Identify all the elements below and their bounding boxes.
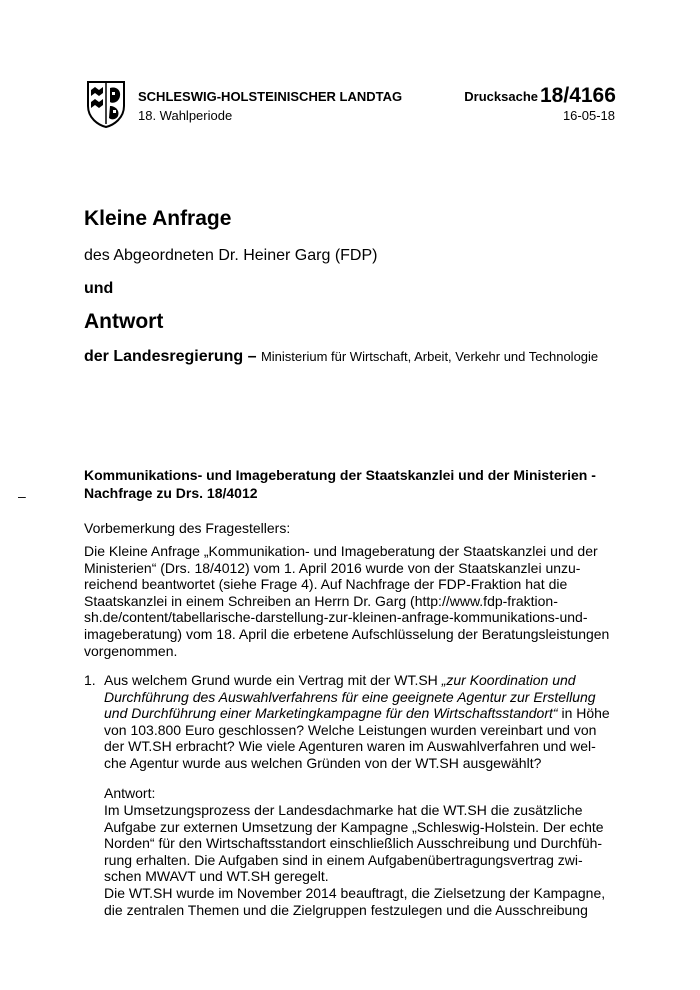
text-line: von 103.800 Euro geschlossen? Welche Leistungen wurden vereinbart und von	[104, 721, 597, 738]
legislative-period: 18. Wahlperiode	[138, 108, 233, 123]
text-line: sh.de/content/tabellarische-darstellung-zur-kleinen-anfrage-kommunikations-und-	[84, 609, 588, 626]
text-line: Die WT.SH wurde im November 2014 beauftragt, die Zielsetzung der Kampagne,	[104, 884, 606, 901]
parliament-name: SCHLESWIG-HOLSTEINISCHER LANDTAG	[138, 89, 403, 104]
text-line: vorgenommen.	[84, 642, 178, 659]
text-line: Staatskanzlei in einem Schreiben an Herrn Dr. Garg (http://www.fdp-fraktion-	[84, 592, 558, 609]
topic-heading	[84, 466, 614, 502]
drucksache-number: 18/4166	[540, 84, 616, 107]
preliminary-remark-heading: Vorbemerkung des Fragestellers:	[84, 520, 291, 536]
und-line: und	[84, 280, 114, 297]
text-line: imageberatung) vom 18. April die erbetene Aufschlüsselung der Beratungsleistungen	[84, 625, 610, 642]
question-text-normal: Aus welchem Grund wurde ein Vertrag mit der WT.SH	[104, 672, 442, 688]
text-line	[104, 672, 616, 689]
ministry-name: Ministerium für Wirtschaft, Arbeit, Verkehr und Technologie	[260, 349, 599, 364]
answer-text	[104, 802, 616, 918]
question-text-italic: „zur Koordination und	[441, 672, 576, 688]
text-line: schen MWAVT und WT.SH geregelt.	[104, 868, 329, 885]
question-number: 1.	[84, 672, 96, 688]
heading-kleine-anfrage: Kleine Anfrage	[84, 207, 232, 230]
coat-of-arms-icon	[86, 80, 126, 128]
question-text-italic: und Durchführung einer Marketingkampagne für den Wirtschaftsstandort“	[104, 705, 558, 722]
text-line	[104, 705, 616, 722]
text-line: Im Umsetzungsprozess der Landesdachmarke hat die WT.SH die zusätzliche	[104, 802, 583, 818]
topic-line: Kommunikations- und Imageberatung der Staatskanzlei und der Ministerien -	[84, 467, 596, 483]
government-line	[84, 348, 598, 366]
text-line: che Agentur wurde aus welchen Gründen von der WT.SH ausgewählt?	[104, 754, 542, 771]
topic-line: Nachfrage zu Drs. 18/4012	[84, 485, 258, 501]
text-line: Norden“ für den Wirtschaftsstandort einschließlich Ausschreibung und Durchfüh-	[104, 835, 603, 852]
heading-antwort: Antwort	[84, 310, 164, 333]
text-line: Ministerien“ (Drs. 18/4012) vom 1. April 2016 wurde von der Staatskanzlei unzu-	[84, 559, 581, 576]
text-line: rung erhalten. Die Aufgaben sind in einem Aufgabenübertragungsvertrag zwi-	[104, 851, 583, 868]
text-line	[104, 689, 616, 706]
document-date: 16-05-18	[562, 108, 615, 123]
answer-heading: Antwort:	[104, 785, 156, 801]
author-line: des Abgeordneten Dr. Heiner Garg (FDP)	[84, 247, 378, 264]
margin-mark: –	[18, 488, 26, 504]
text-line: Aufgabe zur externen Umsetzung der Kampagne „Schleswig-Holstein. Der echte	[104, 818, 604, 835]
text-line: der WT.SH erbracht? Wie viele Agenturen waren im Auswahlverfahren und wel-	[104, 738, 596, 755]
drucksache-label: Drucksache	[464, 89, 538, 104]
question-text-italic: Durchführung des Auswahlverfahrens für eine geeignete Agentur zur Erstellung	[104, 688, 596, 705]
government-label: der Landesregierung –	[84, 348, 257, 365]
text-line: reichend beantwortet (siehe Frage 4). Auf Nachfrage der FDP-Fraktion hat die	[84, 576, 568, 593]
text-line: die zentralen Themen und die Zielgruppen festzulegen und die Ausschreibung	[104, 901, 588, 918]
question-text	[104, 672, 616, 772]
text-line: Die Kleine Anfrage „Kommunikation- und Imageberatung der Staatskanzlei und der	[84, 543, 598, 559]
question-text-normal: in Höhe	[557, 705, 610, 722]
preliminary-remark-text	[84, 543, 614, 659]
